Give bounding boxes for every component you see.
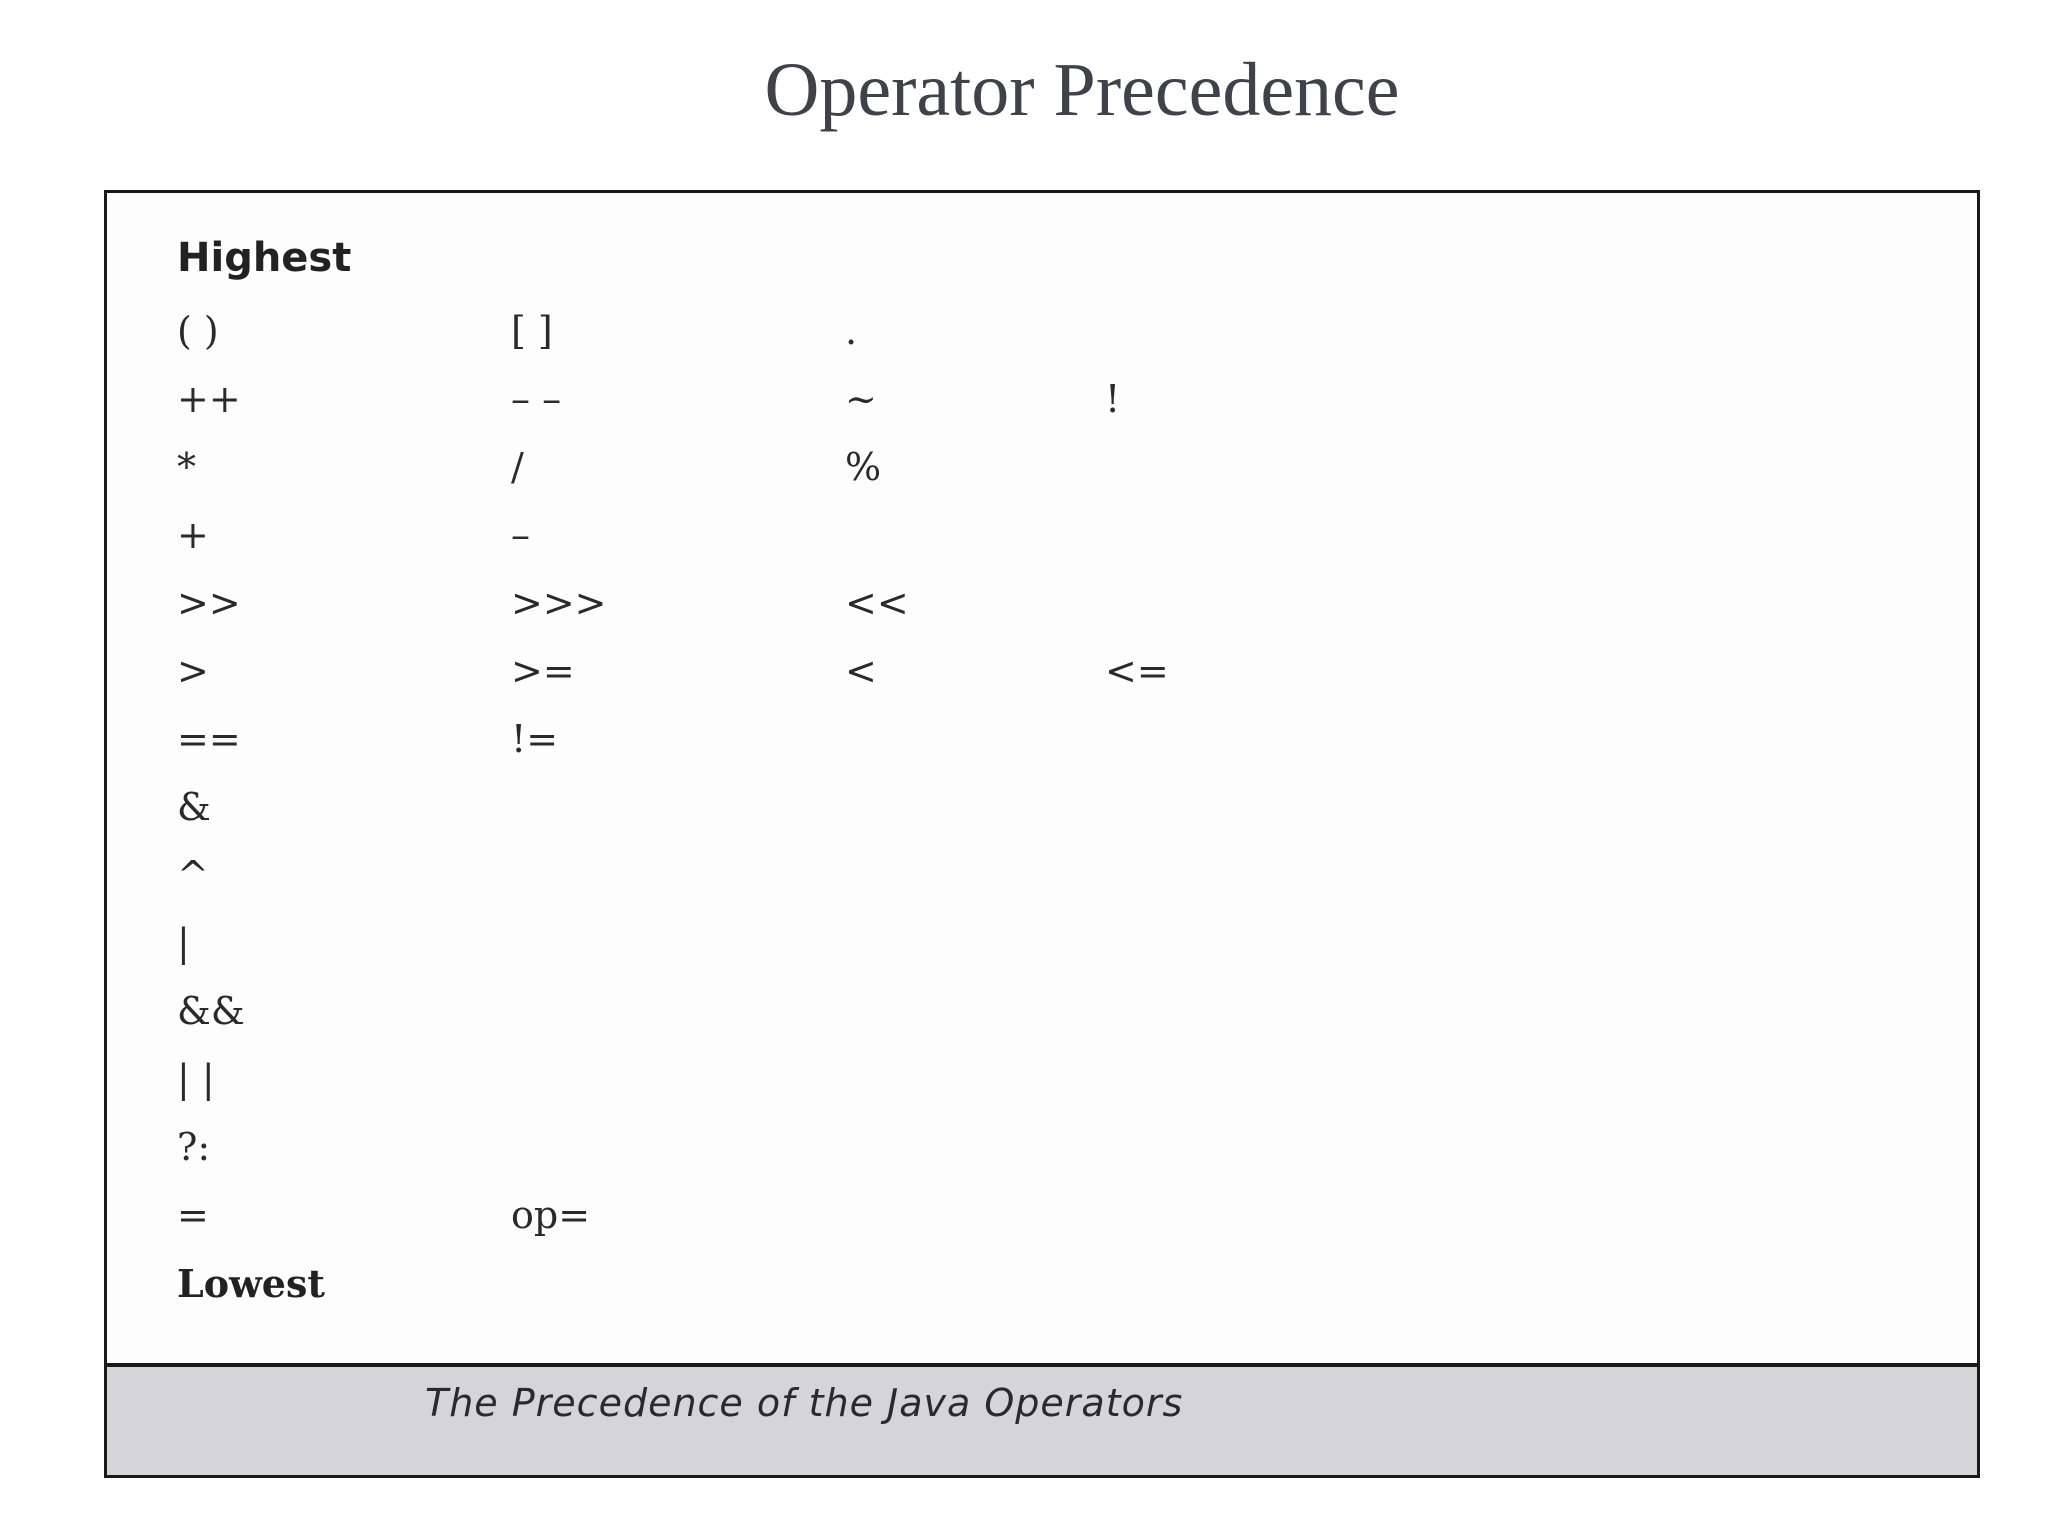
precedence-table-figure — [104, 190, 1980, 1478]
operator-row — [177, 301, 1877, 361]
operator-cell: >> — [177, 581, 241, 625]
operator-cell: >= — [511, 649, 575, 693]
operator-cell: = — [177, 1193, 209, 1237]
operator-cell: != — [511, 717, 559, 761]
operator-cell: >>> — [511, 581, 607, 625]
operator-cell: == — [177, 717, 241, 761]
operator-cell: – — [511, 513, 530, 557]
operator-row — [177, 1117, 1877, 1177]
operator-row — [177, 369, 1877, 429]
operator-cell: <= — [1105, 649, 1169, 693]
highest-label: Highest — [177, 235, 352, 281]
operator-cell: – – — [511, 377, 562, 421]
operator-row — [177, 1049, 1877, 1109]
operator-cell: > — [177, 649, 209, 693]
operator-cell: op= — [511, 1193, 591, 1237]
operator-cell: ^ — [177, 853, 209, 897]
operator-cell: * — [177, 445, 196, 489]
slide-title: Operator Precedence — [764, 48, 1400, 132]
operator-row — [177, 641, 1877, 701]
operator-cell: | | — [177, 1057, 215, 1101]
lowest-label: Lowest — [177, 1261, 325, 1306]
operator-row — [177, 709, 1877, 769]
operator-cell: | — [177, 921, 190, 965]
operator-row — [177, 505, 1877, 565]
table-caption: The Precedence of the Java Operators — [425, 1381, 1184, 1425]
operator-cell: & — [177, 785, 211, 829]
operator-cell: << — [845, 581, 909, 625]
operator-row — [177, 777, 1877, 837]
operator-row — [177, 437, 1877, 497]
operator-cell: ++ — [177, 377, 241, 421]
operator-row — [177, 1185, 1877, 1245]
operator-cell: ( ) — [177, 309, 219, 353]
operator-cell: . — [845, 309, 858, 353]
operator-row — [177, 981, 1877, 1041]
operator-cell: / — [511, 445, 524, 489]
caption-bar — [107, 1363, 1977, 1475]
operator-cell: ?: — [177, 1125, 211, 1169]
operator-cell: % — [845, 445, 882, 489]
operator-row — [177, 573, 1877, 633]
operator-cell: + — [177, 513, 209, 557]
operator-row — [177, 913, 1877, 973]
operator-cell: ! — [1105, 377, 1121, 421]
operator-cell: < — [845, 649, 877, 693]
operator-cell: && — [177, 989, 245, 1033]
operator-cell: ~ — [845, 377, 877, 421]
operator-row — [177, 845, 1877, 905]
operator-cell: [ ] — [511, 309, 553, 353]
